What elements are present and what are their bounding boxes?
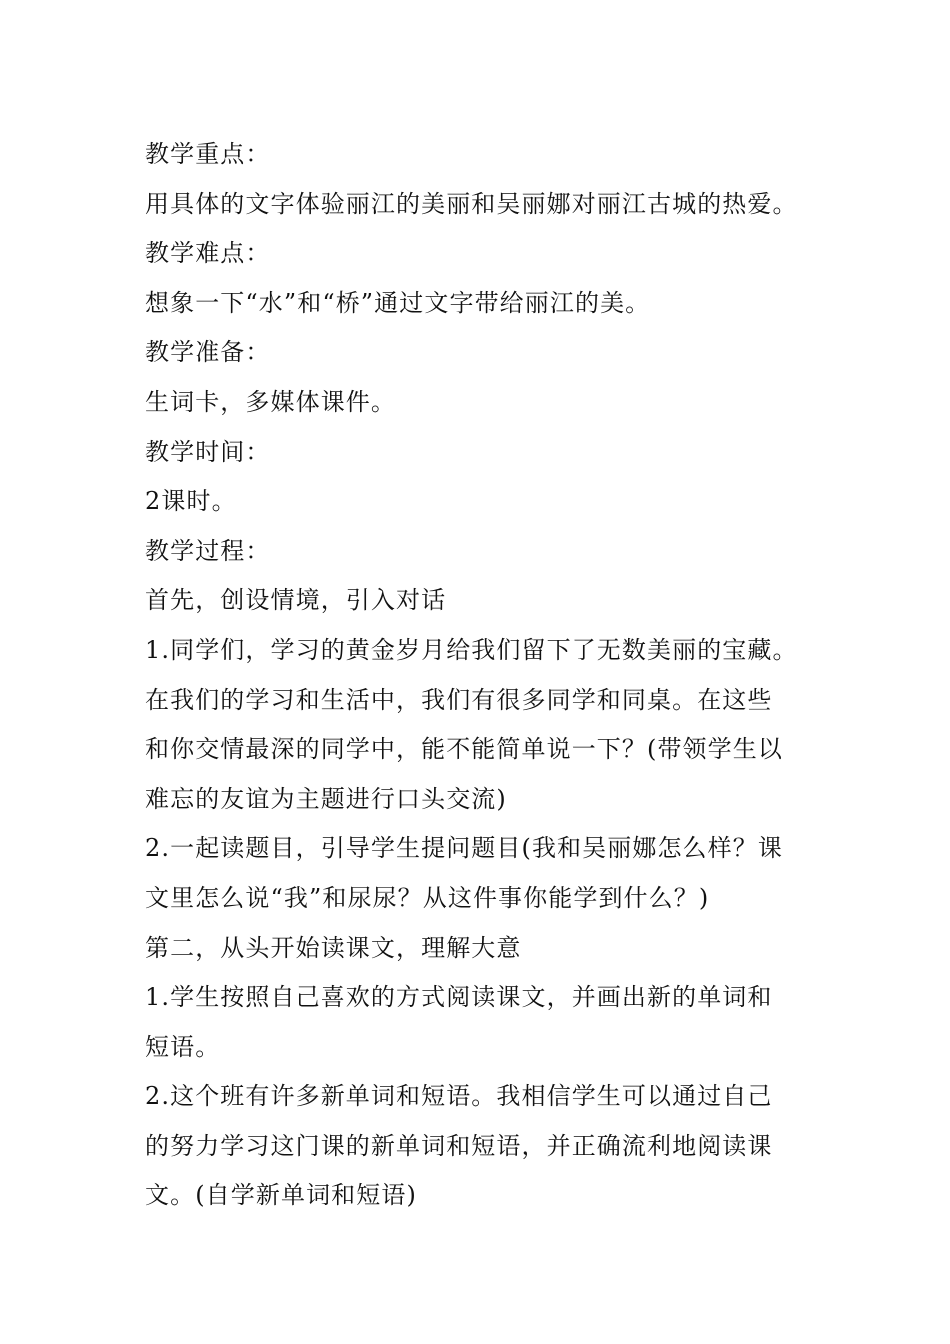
text-line: 的努力学习这门课的新单词和短语，并正确流利地阅读课 [145,1131,773,1160]
text-line: 文。(自学新单词和短语) [145,1181,417,1210]
heading-teaching-process: 教学过程： [145,536,271,565]
text-line: 2课时。 [145,487,237,516]
section-heading: 第二，从头开始读课文，理解大意 [145,933,522,962]
text-line: 2.一起读题目，引导学生提问题目(我和吴丽娜怎么样？课 [145,834,783,863]
heading-teaching-difficulty: 教学难点： [145,239,271,268]
text-line: 1.同学们，学习的黄金岁月给我们留下了无数美丽的宝藏。 [145,635,798,664]
section-heading: 首先，创设情境，引入对话 [145,586,447,615]
text-line: 想象一下“水”和“桥”通过文字带给丽江的美。 [145,288,651,317]
text-line: 短语。 [145,1032,221,1061]
text-line: 和你交情最深的同学中，能不能简单说一下？(带领学生以 [145,735,783,764]
text-line: 用具体的文字体验丽江的美丽和吴丽娜对丽江古城的热爱。 [145,189,798,218]
text-line: 生词卡，多媒体课件。 [145,387,396,416]
heading-teaching-time: 教学时间： [145,437,271,466]
heading-teaching-preparation: 教学准备： [145,338,271,367]
text-line: 难忘的友谊为主题进行口头交流) [145,784,507,813]
document-body [145,130,835,1221]
heading-teaching-focus: 教学重点： [145,140,271,168]
text-line: 2.这个班有许多新单词和短语。我相信学生可以通过自己 [145,1082,773,1111]
text-line: 在我们的学习和生活中，我们有很多同学和同桌。在这些 [145,685,773,714]
text-line: 1.学生按照自己喜欢的方式阅读课文，并画出新的单词和 [145,983,773,1012]
text-line: 文里怎么说“我”和尿尿？从这件事你能学到什么？) [145,883,710,912]
